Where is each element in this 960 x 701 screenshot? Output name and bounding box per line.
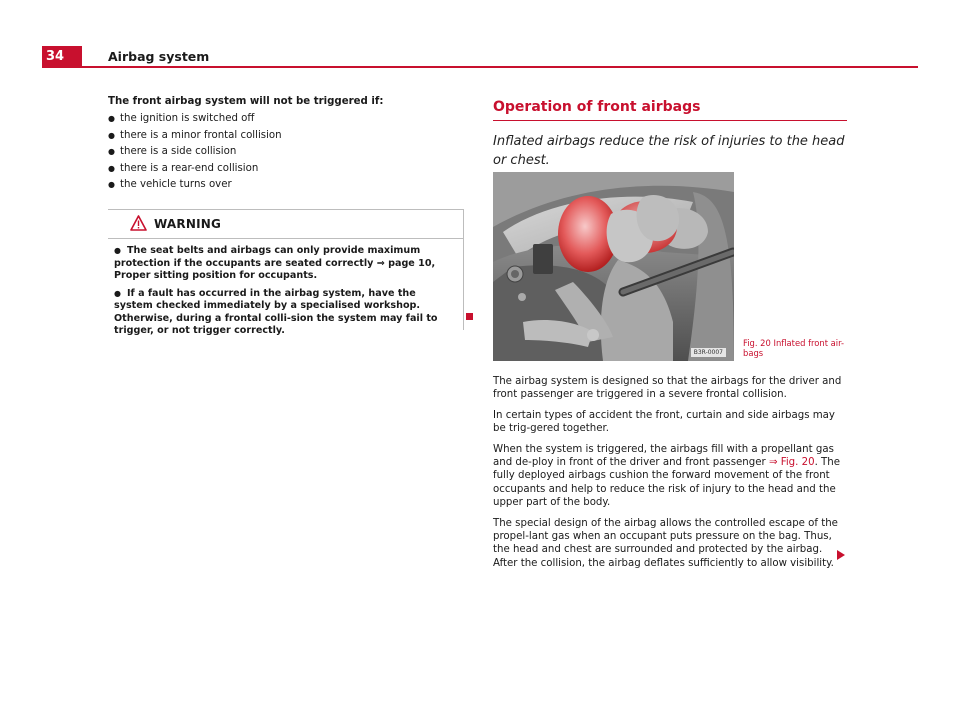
paragraph — [493, 443, 847, 510]
sitting-position-link[interactable]: ⇒ page 10, Proper sitting position for occupants — [114, 257, 436, 281]
left-column — [108, 96, 464, 196]
figure-code: B3R-0007 — [691, 348, 726, 357]
list-item: ● there is a side collision — [108, 146, 464, 158]
section-intro: Inflated airbags reduce the risk of injuries to the head or chest. — [493, 134, 845, 168]
paragraph-text: . The fully deployed airbags cushion the forward movement of the front occupants and help to reduce the risk of injury to the head and the upper part of the body. — [493, 457, 841, 509]
section-end-marker — [466, 313, 473, 320]
warning-box — [108, 209, 464, 336]
warning-item — [114, 245, 457, 283]
warning-body — [108, 239, 463, 338]
paragraph: In certain types of accident the front, curtain and side airbags may be trig-gered together. — [493, 409, 835, 435]
bullet-dot-icon: ● — [114, 246, 121, 255]
warning-triangle-icon — [130, 215, 147, 231]
section-title: Operation of front airbags — [493, 99, 701, 115]
running-header-title: Airbag system — [108, 49, 210, 64]
list-item: ● the ignition is switched off — [108, 113, 464, 125]
inflated-airbags-illustration — [493, 172, 734, 361]
list-item: ● there is a rear-end collision — [108, 163, 464, 175]
fig-20-link[interactable]: ⇒ Fig. 20 — [768, 457, 815, 469]
list-item: ● the vehicle turns over — [108, 179, 464, 191]
section-title-rule — [493, 120, 847, 121]
warning-item — [114, 288, 457, 338]
airbag-illustration-drawing — [493, 172, 734, 361]
right-column — [493, 96, 847, 170]
warning-item-text: The seat belts and airbags can only provide maximum protection if the occupants are seated correctly — [114, 245, 421, 269]
front-airbag-conditions-lead: The front airbag system will not be triggered if: — [108, 96, 384, 107]
continue-arrow-icon — [837, 550, 845, 560]
page-number: 34 — [42, 46, 82, 68]
non-trigger-conditions-list — [108, 113, 464, 191]
header-rule — [82, 66, 918, 68]
warning-item-text: If a fault has occurred in the airbag system, have the system checked immediately by a specialised workshop. Otherwise, during a frontal colli-sion the system may fail to trigger, or not trigger correctly. — [114, 287, 438, 336]
paragraph: The airbag system is designed so that the airbags for the driver and front passenger are triggered in a severe frontal collision. — [493, 376, 842, 401]
warning-header — [108, 210, 463, 239]
list-item: ● there is a minor frontal collision — [108, 130, 464, 142]
figure-caption: Fig. 20 Inflated front air-bags — [743, 338, 845, 358]
warning-item-tail: . — [313, 270, 318, 281]
paragraph: The special design of the airbag allows the controlled escape of the propel-lant gas when an occupant puts pressure on the bag. Thus, the head and chest are surrounded and protected by the airbag. After the collision, the airbag deflates sufficiently to allow visibility. — [493, 517, 838, 569]
paragraph-text: When the system is triggered, the airbags fill with a propellant gas and de-ploy in front of the driver and front passenger — [493, 443, 834, 469]
bullet-dot-icon: ● — [114, 288, 121, 298]
warning-title: WARNING — [154, 217, 222, 231]
section-body — [493, 375, 847, 577]
